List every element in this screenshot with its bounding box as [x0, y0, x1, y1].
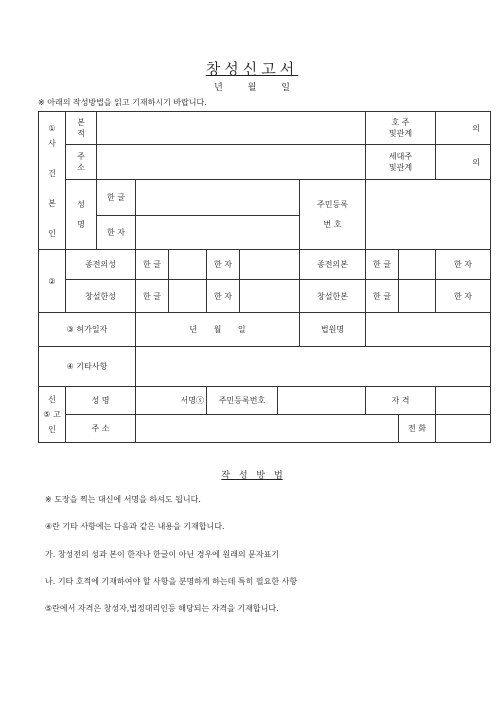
new-origin-hanja-cell[interactable]: 한 자 [436, 280, 491, 313]
before-surname-hanja-field[interactable] [240, 250, 300, 280]
new-origin-label: 창설한본 [300, 280, 366, 313]
reporter-address-field[interactable] [136, 415, 399, 443]
resident-no-label: 주민등록 번 호 [300, 180, 366, 250]
new-origin-hangul-field[interactable] [399, 280, 436, 313]
permit-date-field[interactable]: 년 월 일 [136, 313, 300, 347]
method-line-4: 나. 기타 호적에 기재하여야 할 사항을 분명하게 하는데 특히 필요한 사항 [45, 577, 298, 586]
new-surname-hanja-label: 한 자 [207, 280, 240, 313]
new-origin-hangul-label: 한 글 [366, 280, 399, 313]
hanja-name-field[interactable] [136, 216, 300, 250]
before-origin-hangul-label: 한 글 [366, 250, 399, 280]
court-name-field[interactable] [366, 313, 491, 347]
before-surname-hanja-label: 한 자 [207, 250, 240, 280]
sedaeju-relation-field[interactable]: 의 [436, 145, 491, 180]
section3-label: ③ 허가일자 [39, 313, 136, 347]
qualification-field[interactable] [436, 387, 491, 415]
notice-text: ※ 아래의 작성방법을 읽고 기재하시기 바랍니다. [38, 98, 207, 107]
phone-field[interactable] [436, 415, 491, 443]
before-origin-label: 종전의본 [300, 250, 366, 280]
hoju-relation-label: 호 주 및관계 [366, 112, 436, 145]
method-line-1: ※ 도장을 찍는 대신에 서명을 하셔도 됩니다. [45, 495, 201, 504]
new-surname-label: 창설한성 [66, 280, 136, 313]
sedaeju-relation-label: 세대주 및관계 [366, 145, 436, 180]
bonjeok-field[interactable] [97, 112, 366, 145]
hangul-name-field[interactable] [136, 180, 300, 216]
juso-label: 주 소 [66, 145, 97, 180]
before-surname-hangul-field[interactable] [169, 250, 207, 280]
section5-label: 신 ⑤ 고 인 [39, 387, 66, 443]
method-line-2: ④란 기타 사항에는 다음과 같은 내용을 기재합니다. [45, 522, 225, 531]
before-surname-label: 종전의성 [66, 250, 136, 280]
method-line-5: ⑤란에서 자격은 창성자,법정대리인등 해당되는 자격을 기재합니다. [45, 604, 279, 613]
name-label: 성 명 [66, 180, 97, 250]
section1-label: ① 사 건 본 인 [39, 112, 66, 250]
method-line-3: 가. 창성전의 성과 본이 한자나 한글이 아닌 경우에 원래의 문자표기 [45, 550, 280, 559]
hangul-label: 한 글 [97, 180, 136, 216]
reporter-name-label: 성 명 [66, 387, 136, 415]
court-name-label: 법원명 [300, 313, 366, 347]
new-surname-hangul-field[interactable] [169, 280, 207, 313]
new-surname-hanja-field[interactable] [240, 280, 300, 313]
date-line: 년 월 일 [214, 83, 290, 93]
report-form-table [38, 111, 491, 443]
before-origin-hangul-field[interactable] [399, 250, 436, 280]
qualification-label: 자 격 [366, 387, 436, 415]
juso-field[interactable] [97, 145, 366, 180]
before-origin-hanja-cell[interactable]: 한 자 [436, 250, 491, 280]
bonjeok-label: 본 적 [66, 112, 97, 145]
hoju-relation-field[interactable]: 의 [436, 112, 491, 145]
section4-label: ④ 기타사항 [39, 347, 136, 387]
hanja-label: 한 자 [97, 216, 136, 250]
page-title: 창성신고서 [205, 60, 299, 78]
new-surname-hangul-label: 한 글 [136, 280, 169, 313]
resident-no-field[interactable] [366, 180, 491, 250]
other-matters-field[interactable] [136, 347, 491, 387]
phone-label: 전 화 [399, 415, 436, 443]
reporter-resident-no-field[interactable] [278, 387, 366, 415]
before-surname-hangul-label: 한 글 [136, 250, 169, 280]
section2-label: ② [39, 250, 66, 313]
reporter-resident-no-label: 주민등록번호 [207, 387, 278, 415]
reporter-address-label: 주 소 [66, 415, 136, 443]
method-title: 작 성 방 법 [221, 471, 283, 481]
reporter-signature-field[interactable]: 서명ⓢ [136, 387, 207, 415]
